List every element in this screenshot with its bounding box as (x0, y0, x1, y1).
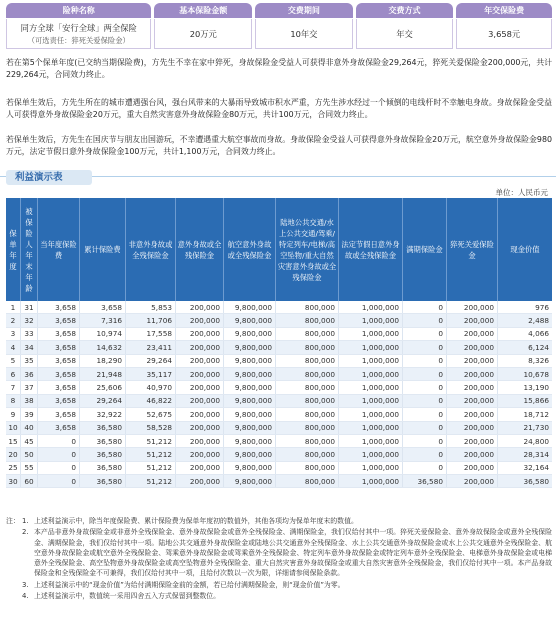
cell-insured-age: 50 (21, 448, 38, 460)
cell-policy-year: 10 (6, 422, 21, 434)
cell-policy-year: 20 (6, 448, 21, 460)
cell-aviation-death: 9,800,000 (224, 395, 276, 407)
cell-holiday-death: 1,000,000 (339, 328, 403, 340)
cell-policy-year: 4 (6, 341, 21, 353)
cell-non-accident-death: 5,853 (126, 301, 176, 313)
cell-annual-premium: 3,658 (38, 368, 80, 380)
cell-public-transport-death: 800,000 (276, 381, 339, 393)
cell-accident-death: 200,000 (176, 355, 224, 367)
cell-maturity-benefit: 0 (403, 422, 447, 434)
cell-policy-year: 25 (6, 462, 21, 474)
cell-insured-age: 55 (21, 462, 38, 474)
header-accident-death: 意外身故或全残保险金 (176, 198, 224, 301)
table-row (6, 368, 552, 381)
cell-cumulative-premium: 36,580 (80, 422, 126, 434)
cell-sudden-death: 200,000 (447, 328, 498, 340)
note-text: 上述利益演示中的“现金价值”为给付满期保险金前的金额，若已给付满期保险金，则“现金价值”为零。 (34, 580, 345, 589)
cell-sudden-death: 200,000 (447, 408, 498, 420)
table-row (6, 314, 552, 327)
cell-accident-death: 200,000 (176, 408, 224, 420)
cell-cumulative-premium: 25,606 (80, 381, 126, 393)
cell-aviation-death: 9,800,000 (224, 408, 276, 420)
cell-cumulative-premium: 36,580 (80, 462, 126, 474)
cell-accident-death: 200,000 (176, 381, 224, 393)
cell-insured-age: 38 (21, 395, 38, 407)
cell-maturity-benefit: 0 (403, 462, 447, 474)
summary-header-method: 交费方式 (356, 3, 454, 18)
summary-product-cell (6, 19, 151, 49)
cell-annual-premium: 3,658 (38, 301, 80, 313)
benefit-table (6, 198, 552, 488)
cell-public-transport-death: 800,000 (276, 314, 339, 326)
cell-policy-year: 15 (6, 435, 21, 447)
cell-non-accident-death: 51,212 (126, 435, 176, 447)
note-text: 本产品非意外身故保险金或非意外全残保险金、意外身故保险金或意外全残保险金、满期保险金，我们仅给付其中一项。猝死关爱保险金、意外身故保险金或意外全残保险金、满期保险金，我们仅给付其中一项。陆地公共交通意外身故保险金或陆地公共交通意外全残保险金、水上公共交通意外身故保险金或水上公共交通意外全残保险金、航空意外身故保险金或航空意外全残保险金、驾乘意外身故保险金或驾乘意外全残保险金、特定列车意外身故保险金或特定列车意外全残保险金、电梯意外身故保险金或电梯意外全残保险金、高空坠物意外身故保险金或高空坠物意外全残保险金、重大自然灾害意外身故保险金或重大自然灾害意外全残保险金，我们仅给付其中一项。本产品身故保险金和全残保险金不可兼得，我们仅给付其中一项，且给付次数以一次为限，详细请参阅保险条款。 (34, 528, 552, 578)
cell-non-accident-death: 17,558 (126, 328, 176, 340)
cell-aviation-death: 9,800,000 (224, 381, 276, 393)
cell-aviation-death: 9,800,000 (224, 435, 276, 447)
cell-accident-death: 200,000 (176, 475, 224, 487)
cell-cumulative-premium: 10,974 (80, 328, 126, 340)
cell-maturity-benefit: 0 (403, 314, 447, 326)
benefit-table-title: 利益演示表 (6, 170, 92, 185)
cell-sudden-death: 200,000 (447, 448, 498, 460)
cell-public-transport-death: 800,000 (276, 462, 339, 474)
cell-policy-year: 7 (6, 381, 21, 393)
cell-cash-value: 4,066 (528, 329, 549, 339)
cell-cumulative-premium: 14,632 (80, 341, 126, 353)
cell-policy-year: 9 (6, 408, 21, 420)
cell-public-transport-death: 800,000 (276, 408, 339, 420)
cell-policy-year: 1 (6, 301, 21, 313)
cell-cash-value: 10,678 (523, 369, 549, 379)
cell-holiday-death: 1,000,000 (339, 368, 403, 380)
cell-sudden-death: 200,000 (447, 355, 498, 367)
table-row (6, 395, 552, 408)
cell-sudden-death: 200,000 (447, 475, 498, 487)
cell-insured-age: 60 (21, 475, 38, 487)
note-item (6, 580, 552, 590)
cell-maturity-benefit: 0 (403, 328, 447, 340)
cell-cumulative-premium: 36,580 (80, 448, 126, 460)
cell-annual-premium: 3,658 (38, 341, 80, 353)
header-maturity-benefit: 满期保险金 (403, 198, 447, 301)
cell-sudden-death: 200,000 (447, 301, 498, 313)
cell-non-accident-death: 52,675 (126, 408, 176, 420)
header-policy-year: 保单年度 (6, 198, 21, 301)
cell-non-accident-death: 51,212 (126, 462, 176, 474)
cell-public-transport-death: 800,000 (276, 328, 339, 340)
note-text: 上述利益演示中，除当年度保险费、累计保险费为保单年度初的数值外，其他各项均为保单年度末的数值。 (34, 517, 358, 525)
cell-maturity-benefit: 0 (403, 448, 447, 460)
cell-sudden-death: 200,000 (447, 395, 498, 407)
cell-sudden-death: 200,000 (447, 341, 498, 353)
header-holiday-death: 法定节假日意外身故或全残保险金 (339, 198, 403, 301)
cell-sudden-death: 200,000 (447, 462, 498, 474)
cell-non-accident-death: 40,970 (126, 381, 176, 393)
cell-aviation-death: 9,800,000 (224, 328, 276, 340)
cell-maturity-benefit: 0 (403, 355, 447, 367)
cell-policy-year: 3 (6, 328, 21, 340)
cell-policy-year: 8 (6, 395, 21, 407)
cell-cumulative-premium: 18,290 (80, 355, 126, 367)
cell-aviation-death: 9,800,000 (224, 314, 276, 326)
table-row (6, 462, 552, 475)
cell-sudden-death: 200,000 (447, 435, 498, 447)
cell-non-accident-death: 58,528 (126, 422, 176, 434)
cell-holiday-death: 1,000,000 (339, 395, 403, 407)
cell-maturity-benefit: 0 (403, 301, 447, 313)
cell-insured-age: 39 (21, 408, 38, 420)
table-row (6, 475, 552, 488)
benefit-table-body (6, 301, 552, 488)
table-row (6, 341, 552, 354)
cell-cash-value: 28,314 (523, 449, 549, 459)
cell-holiday-death: 1,000,000 (339, 301, 403, 313)
header-insured-age: 被保险人年末年龄 (21, 198, 38, 301)
cell-maturity-benefit: 0 (403, 381, 447, 393)
summary-product-name: 同方全球「安行全球」两全保险 (20, 22, 137, 33)
cell-cash-value: 6,124 (528, 342, 549, 352)
cell-non-accident-death: 23,411 (126, 341, 176, 353)
cell-annual-premium: 3,658 (38, 355, 80, 367)
cell-insured-age: 31 (21, 301, 38, 313)
table-row (6, 448, 552, 461)
cell-cash-value: 32,164 (523, 463, 549, 473)
cell-annual-premium: 3,658 (38, 381, 80, 393)
table-row (6, 355, 552, 368)
cell-cumulative-premium: 32,922 (80, 408, 126, 420)
cell-annual-premium: 0 (38, 475, 80, 487)
cell-annual-premium: 0 (38, 462, 80, 474)
cell-maturity-benefit: 0 (403, 408, 447, 420)
summary-header-amount: 基本保险金额 (154, 3, 252, 18)
cell-public-transport-death: 800,000 (276, 355, 339, 367)
cell-holiday-death: 1,000,000 (339, 462, 403, 474)
cell-accident-death: 200,000 (176, 368, 224, 380)
header-public-transport-death: 陆地公共交通/水上公共交通/驾乘/特定列车/电梯/高空坠物/重大自然灾害意外身故或全残保险金 (276, 198, 339, 301)
cell-non-accident-death: 35,117 (126, 368, 176, 380)
note-number: 2. (22, 528, 29, 537)
cell-cash-value: 15,866 (523, 396, 549, 406)
cell-cash-value: 24,800 (523, 436, 549, 446)
cell-annual-premium: 3,658 (38, 314, 80, 326)
summary-pay-period: 10年交 (255, 19, 353, 49)
cell-public-transport-death: 800,000 (276, 301, 339, 313)
table-row (6, 381, 552, 394)
header-non-accident-death: 非意外身故或全残保险金 (126, 198, 176, 301)
summary-table (6, 3, 552, 49)
cell-aviation-death: 9,800,000 (224, 448, 276, 460)
cell-accident-death: 200,000 (176, 314, 224, 326)
cell-cash-value: 36,580 (523, 476, 549, 486)
summary-basic-amount: 20万元 (154, 19, 252, 49)
example-paragraph-3: 若保单生效后，方先生在国庆节与朋友出国游玩，不幸遭遇重大航空事故而身故。身故保险金受益人可获得意外身故保险金20万元，航空意外身故保险金980万元，法定节假日意外身故保险金100万元，共计1,100万元，合同效力终止。 (6, 135, 552, 157)
cell-cumulative-premium: 36,580 (80, 475, 126, 487)
cell-cumulative-premium: 21,948 (80, 368, 126, 380)
header-cash-value: 现金价值 (510, 245, 540, 254)
cell-non-accident-death: 29,264 (126, 355, 176, 367)
header-sudden-death: 猝死关爱保险金 (447, 198, 498, 301)
cell-public-transport-death: 800,000 (276, 368, 339, 380)
cell-holiday-death: 1,000,000 (339, 408, 403, 420)
currency-unit: 单位：人民币元 (495, 188, 548, 197)
cell-policy-year: 6 (6, 368, 21, 380)
summary-annual-premium: 3,658元 (456, 19, 552, 49)
cell-sudden-death: 200,000 (447, 381, 498, 393)
cell-holiday-death: 1,000,000 (339, 435, 403, 447)
cell-cumulative-premium: 29,264 (80, 395, 126, 407)
cell-insured-age: 45 (21, 435, 38, 447)
summary-value-row (6, 19, 552, 49)
cell-insured-age: 33 (21, 328, 38, 340)
cell-policy-year: 2 (6, 314, 21, 326)
cell-insured-age: 32 (21, 314, 38, 326)
cell-insured-age: 34 (21, 341, 38, 353)
summary-product-optional: （可选责任：猝死关爱保险金） (27, 35, 130, 45)
cell-holiday-death: 1,000,000 (339, 314, 403, 326)
cell-holiday-death: 1,000,000 (339, 381, 403, 393)
cell-maturity-benefit: 0 (403, 435, 447, 447)
summary-header-period: 交费期间 (255, 3, 353, 18)
cell-accident-death: 200,000 (176, 328, 224, 340)
note-item (6, 516, 552, 526)
cell-insured-age: 35 (21, 355, 38, 367)
cell-holiday-death: 1,000,000 (339, 448, 403, 460)
cell-accident-death: 200,000 (176, 422, 224, 434)
cell-cash-value: 2,488 (528, 316, 549, 326)
cell-non-accident-death: 46,822 (126, 395, 176, 407)
example-paragraph-1: 若在第5个保单年度(已交纳当期保险费)，方先生不幸在家中猝死，身故保险金受益人可获得非意外身故保险金29,264元，猝死关爱保险金200,000元，共计229,264元，合同效力终止。 (6, 58, 552, 80)
cell-aviation-death: 9,800,000 (224, 301, 276, 313)
cell-cumulative-premium: 36,580 (80, 435, 126, 447)
note-item (6, 591, 552, 601)
cell-aviation-death: 9,800,000 (224, 462, 276, 474)
cell-policy-year: 30 (6, 475, 21, 487)
cell-non-accident-death: 51,212 (126, 475, 176, 487)
table-row (6, 422, 552, 435)
benefit-table-header (6, 198, 552, 301)
cell-cash-value: 21,730 (523, 423, 549, 433)
cell-maturity-benefit: 0 (403, 395, 447, 407)
cell-annual-premium: 0 (38, 448, 80, 460)
cell-sudden-death: 200,000 (447, 314, 498, 326)
header-annual-premium: 当年度保险费 (38, 198, 80, 301)
cell-accident-death: 200,000 (176, 341, 224, 353)
note-text: 上述利益演示中，数值统一采用四舍五入方式保留到整数位。 (34, 592, 221, 601)
cell-policy-year: 5 (6, 355, 21, 367)
cell-holiday-death: 1,000,000 (339, 355, 403, 367)
note-number: 4. (22, 592, 29, 601)
cell-aviation-death: 9,800,000 (224, 475, 276, 487)
cell-accident-death: 200,000 (176, 462, 224, 474)
cell-annual-premium: 0 (38, 435, 80, 447)
cell-aviation-death: 9,800,000 (224, 341, 276, 353)
table-row (6, 408, 552, 421)
cell-insured-age: 37 (21, 381, 38, 393)
cell-cash-value: 976 (535, 302, 549, 312)
header-aviation-death: 航空意外身故或全残保险金 (224, 198, 276, 301)
note-number: 3. (22, 580, 29, 589)
cell-cumulative-premium: 7,316 (80, 314, 126, 326)
cell-accident-death: 200,000 (176, 448, 224, 460)
cell-aviation-death: 9,800,000 (224, 422, 276, 434)
cell-cash-value: 18,712 (523, 409, 549, 419)
cell-maturity-benefit: 36,580 (403, 475, 447, 487)
cell-maturity-benefit: 0 (403, 368, 447, 380)
note-number: 1. (22, 517, 29, 525)
note-item (6, 527, 552, 578)
cell-insured-age: 36 (21, 368, 38, 380)
cell-non-accident-death: 51,212 (126, 448, 176, 460)
cell-annual-premium: 3,658 (38, 422, 80, 434)
cell-cash-value: 8,326 (528, 356, 549, 366)
cell-non-accident-death: 11,706 (126, 314, 176, 326)
example-paragraph-2: 若保单生效后，方先生所在的城市遭遇强台风，强台风带来的大暴雨导致城市积水严重，方先生涉水经过一个倾倒的电线杆时不幸触电身故。身故保险金受益人可获得意外身故保险金20万元，重大自然灾害意外身故保险金80万元，共计100万元，合同效力终止。 (6, 98, 552, 120)
notes-section (6, 516, 552, 602)
summary-pay-method: 年交 (356, 19, 454, 49)
table-row (6, 435, 552, 448)
cell-public-transport-death: 800,000 (276, 422, 339, 434)
cell-accident-death: 200,000 (176, 301, 224, 313)
cell-holiday-death: 1,000,000 (339, 475, 403, 487)
cell-aviation-death: 9,800,000 (224, 368, 276, 380)
cell-holiday-death: 1,000,000 (339, 341, 403, 353)
cell-accident-death: 200,000 (176, 395, 224, 407)
cell-sudden-death: 200,000 (447, 422, 498, 434)
table-row (6, 301, 552, 314)
cell-cash-value: 13,190 (523, 383, 549, 393)
cell-holiday-death: 1,000,000 (339, 422, 403, 434)
cell-cumulative-premium: 3,658 (80, 301, 126, 313)
summary-header-product: 险种名称 (6, 3, 151, 18)
cell-public-transport-death: 800,000 (276, 475, 339, 487)
cell-public-transport-death: 800,000 (276, 341, 339, 353)
notes-label: 注： (6, 517, 20, 525)
cell-annual-premium: 3,658 (38, 328, 80, 340)
cell-maturity-benefit: 0 (403, 341, 447, 353)
cell-public-transport-death: 800,000 (276, 395, 339, 407)
header-cumulative-premium: 累计保险费 (80, 198, 126, 301)
cell-accident-death: 200,000 (176, 435, 224, 447)
cell-sudden-death: 200,000 (447, 368, 498, 380)
table-row (6, 328, 552, 341)
cell-annual-premium: 3,658 (38, 408, 80, 420)
summary-header-row (6, 3, 552, 18)
cell-annual-premium: 3,658 (38, 395, 80, 407)
summary-header-premium: 年交保险费 (456, 3, 552, 18)
cell-insured-age: 40 (21, 422, 38, 434)
cell-public-transport-death: 800,000 (276, 435, 339, 447)
cell-aviation-death: 9,800,000 (224, 355, 276, 367)
cell-public-transport-death: 800,000 (276, 448, 339, 460)
